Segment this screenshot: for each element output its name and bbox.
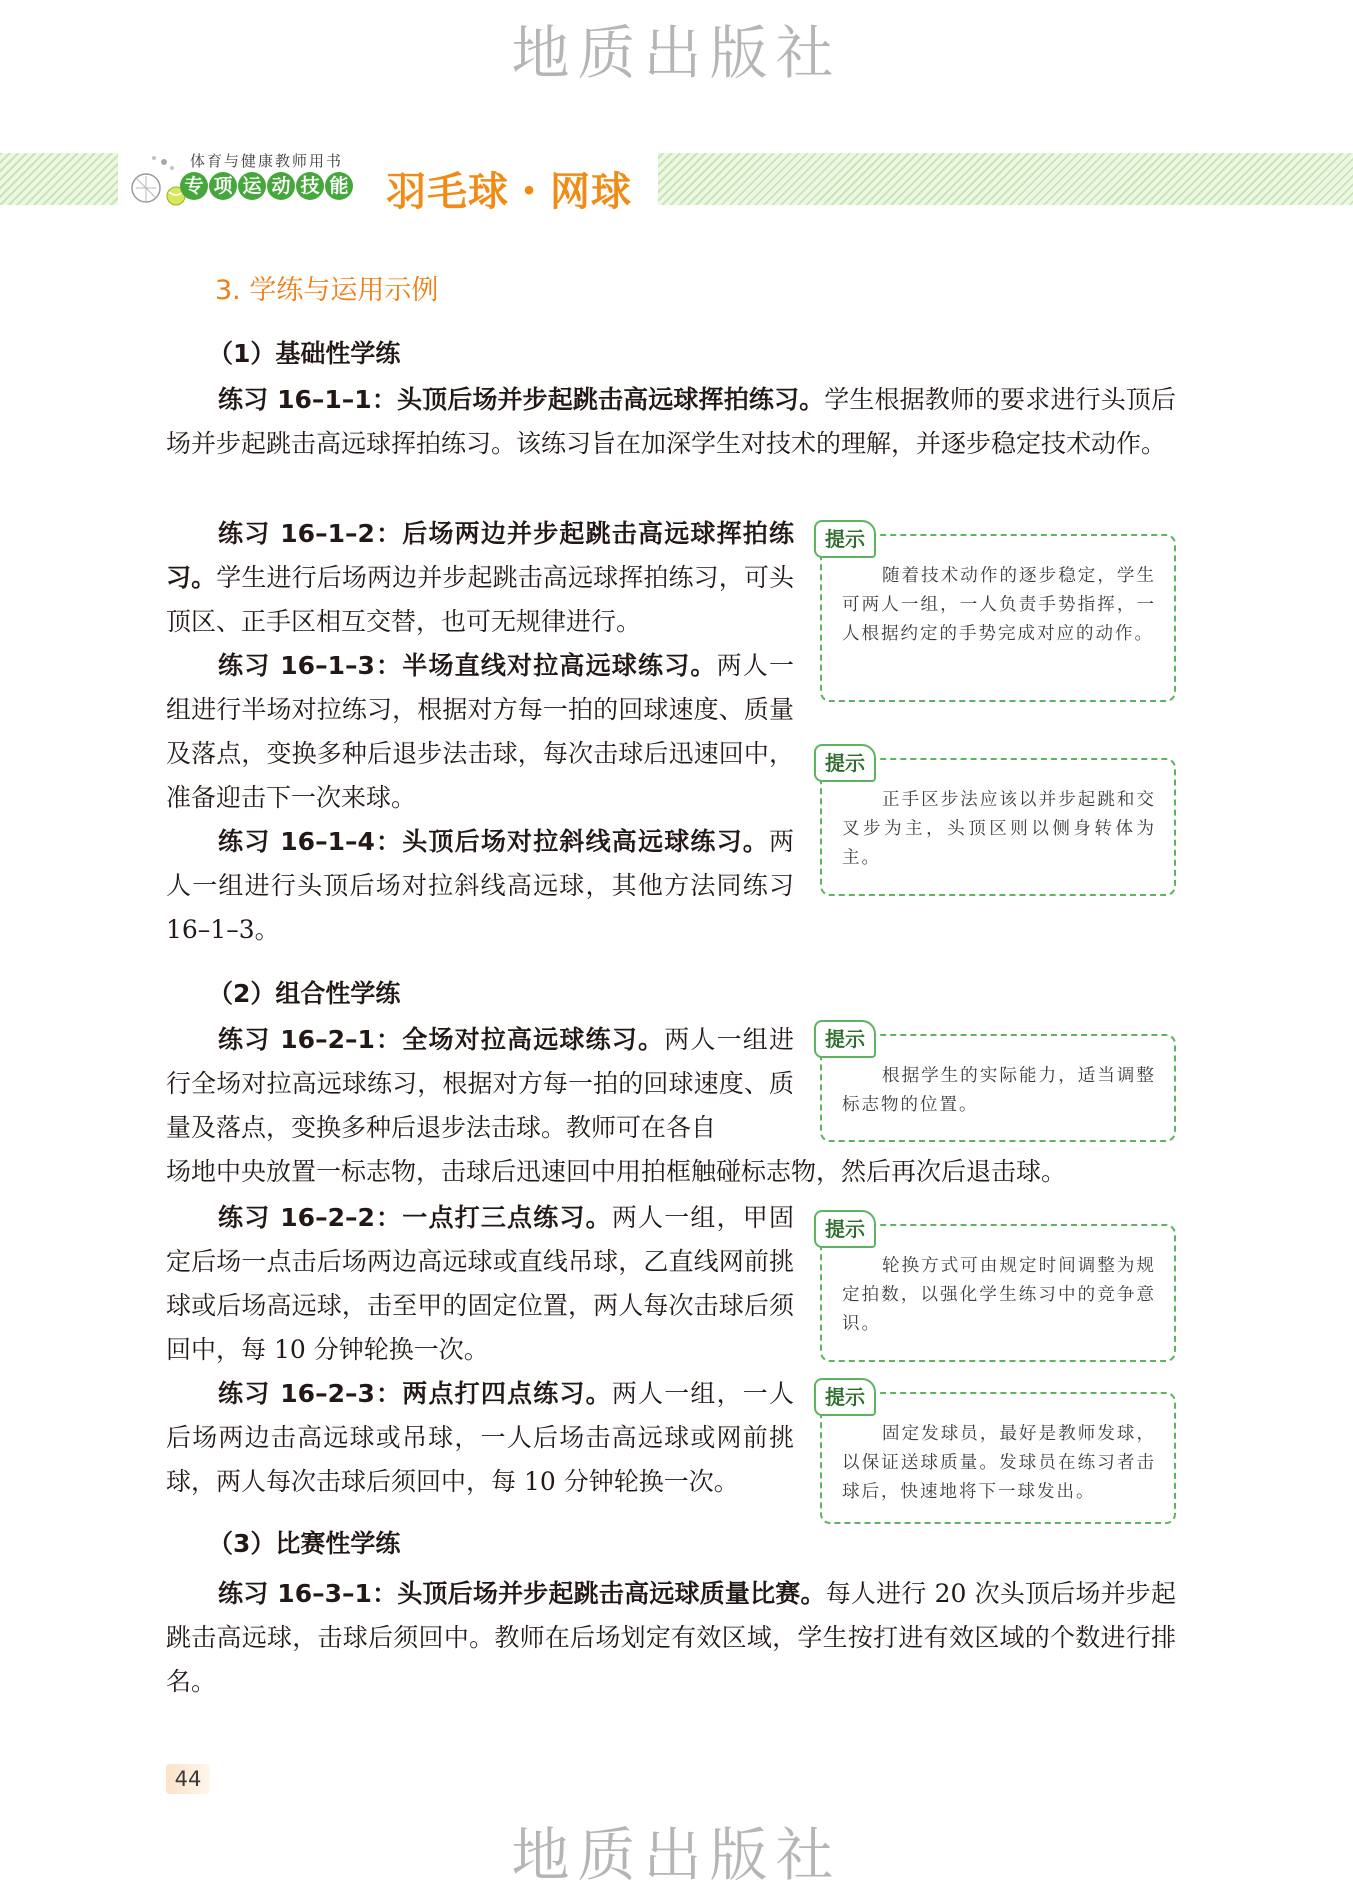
series-char: 能: [325, 172, 353, 200]
exercise-body: 两人一组进行半场对拉练习，根据对方每一拍的回球速度、质量及落点，变换多种后退步法击球，每次击球后迅速回中，准备迎击下一次来球。: [166, 651, 794, 812]
exercise-body: 学生进行后场两边并步起跳击高远球挥拍练习，可头顶区、正手区相互交替，也可无规律进行。: [166, 563, 794, 636]
tip-box-5: [820, 1385, 1176, 1524]
series-char: 动: [267, 172, 295, 200]
exercise-title: 练习 16–1–4：头顶后场对拉斜线高远球练习。: [218, 827, 769, 856]
subject-title: 羽毛球・网球: [386, 169, 632, 215]
exercise-title: 练习 16–2–2：一点打三点练习。: [218, 1203, 612, 1232]
section-title: 3. 学练与运用示例: [215, 275, 439, 306]
tip-label: 提示: [814, 1378, 876, 1416]
exercise-16-2-3: [166, 1372, 794, 1504]
tip-box-4: [820, 1217, 1176, 1362]
series-char: 专: [180, 172, 208, 200]
series-title: [180, 172, 353, 200]
tip-text: 随着技术动作的逐步稳定，学生可两人一组，一人负责手势指挥，一人根据约定的手势完成对应的动作。: [842, 566, 1156, 644]
book-title: 体育与健康教师用书: [190, 152, 344, 170]
exercise-title: 练习 16–2–1：全场对拉高远球练习。: [218, 1025, 665, 1054]
tip-text: 根据学生的实际能力，适当调整标志物的位置。: [842, 1066, 1156, 1115]
exercise-16-3-1: [166, 1572, 1176, 1704]
watermark-top: 地质出版社: [511, 19, 842, 87]
exercise-16-1-2: [166, 512, 794, 644]
exercise-title: 练习 16–2–3：两点打四点练习。: [218, 1379, 612, 1408]
tip-box-1: [820, 527, 1176, 702]
exercise-title: 练习 16–1–2：后场两边并步起跳击高远球挥拍练习。: [166, 519, 794, 592]
tip-text: 正手区步法应该以并步起跳和交叉步为主，头顶区则以侧身转体为主。: [842, 790, 1156, 868]
tip-text: 轮换方式可由规定时间调整为规定拍数，以强化学生练习中的竞争意识。: [842, 1256, 1156, 1334]
exercise-body: 两人一组进行全场对拉高远球练习，根据对方每一拍的回球速度、质量及落点，变换多种后退步法击球。教师可在各自: [166, 1025, 794, 1142]
exercise-body: 学生根据教师的要求进行头顶后场并步起跳击高远球挥拍练习。该练习旨在加深学生对技术的理解，并逐步稳定技术动作。: [166, 385, 1176, 458]
exercise-body: 两人一组，甲固定后场一点击后场两边高远球或直线吊球，乙直线网前挑球或后场高远球，击至甲的固定位置，两人每次击球后须回中，每 10 分钟轮换一次。: [166, 1203, 794, 1364]
exercise-16-1-3: [166, 644, 794, 820]
exercise-16-2-1: [166, 1018, 794, 1150]
exercise-title: 练习 16–3–1：头顶后场并步起跳击高远球质量比赛。: [218, 1579, 826, 1608]
page-number: 44: [166, 1764, 210, 1794]
exercise-title: 练习 16–1–1：头顶后场并步起跳击高远球挥拍练习。: [218, 385, 825, 414]
series-char: 运: [238, 172, 266, 200]
exercise-body: 两人一组进行头顶后场对拉斜线高远球，其他方法同练习 16–1–3。: [166, 827, 794, 944]
subsection-heading-3: （3）比赛性学练: [208, 1529, 401, 1558]
subsection-heading-1: （1）基础性学练: [208, 339, 401, 368]
exercise-body: 两人一组，一人后场两边击高远球或吊球，一人后场击高远球或网前挑球，两人每次击球后须回中，每 10 分钟轮换一次。: [166, 1379, 794, 1496]
subsection-heading-2: （2）组合性学练: [208, 979, 401, 1008]
tip-box-3: [820, 1027, 1176, 1142]
tip-label: 提示: [814, 1210, 876, 1248]
tip-text: 固定发球员，最好是教师发球，以保证送球质量。发球员在练习者击球后，快速地将下一球发出。: [842, 1424, 1156, 1502]
tip-label: 提示: [814, 744, 876, 782]
exercise-16-1-1: [166, 378, 1176, 466]
tip-label: 提示: [814, 1020, 876, 1058]
exercise-16-2-1-continued: 场地中央放置一标志物，击球后迅速回中用拍框触碰标志物，然后再次后退击球。: [166, 1157, 1067, 1186]
tip-label: 提示: [814, 520, 876, 558]
series-char: 项: [209, 172, 237, 200]
exercise-16-1-4: [166, 820, 794, 952]
exercise-16-2-2: [166, 1196, 794, 1372]
exercise-body: 每人进行 20 次头顶后场并步起跳击高远球，击球后须回中。教师在后场划定有效区域，学生按打进有效区域的个数进行排名。: [166, 1579, 1176, 1696]
series-char: 技: [296, 172, 324, 200]
exercise-title: 练习 16–1–3：半场直线对拉高远球练习。: [218, 651, 717, 680]
tip-box-2: [820, 751, 1176, 896]
watermark-bottom: 地质出版社: [511, 1821, 842, 1889]
